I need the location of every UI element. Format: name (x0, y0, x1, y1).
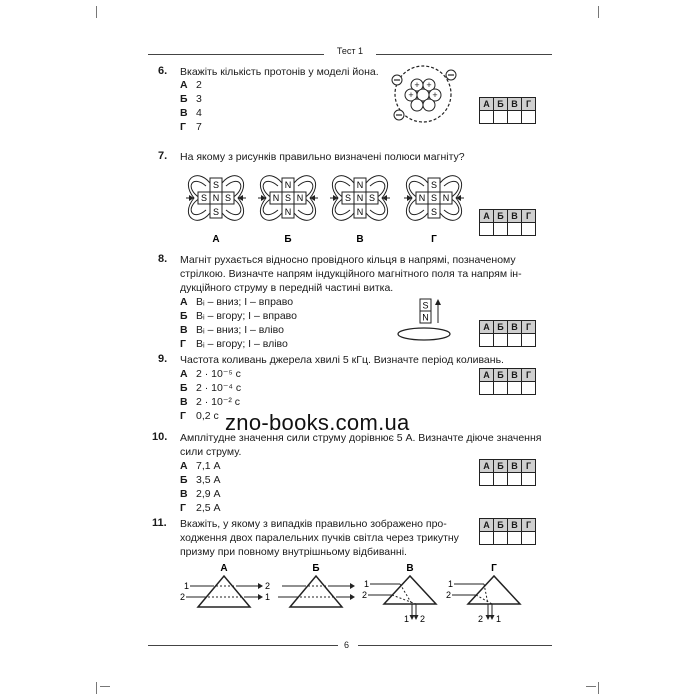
pole-label: N (212, 193, 220, 203)
q11-text-line1: Вкажіть, у якому з випадків правильно зображено про- (180, 518, 447, 530)
figure-label: А (220, 563, 228, 574)
crop-mark (598, 682, 599, 694)
q11-answer-grid: А Б В Г (479, 518, 536, 545)
ray-label: 2 (420, 614, 426, 624)
svg-text:+: + (432, 90, 438, 100)
figure-label: Б (312, 563, 320, 574)
q9-cell-b[interactable] (494, 382, 508, 395)
q6-option-b[interactable]: Б 3 (180, 93, 202, 105)
magnet-figure-c (330, 176, 390, 245)
q8-option-d[interactable]: Г Bᵢ – вгору; I – вліво (180, 338, 288, 350)
q10-number: 10. (152, 431, 168, 443)
q7-cell-d[interactable] (522, 223, 536, 236)
header-rule-left (148, 54, 324, 55)
q6-cell-b[interactable] (494, 111, 508, 124)
q8-answer-grid: А Б В Г (479, 320, 536, 347)
ray-label: 2 (446, 590, 452, 600)
ray-label: 1 (364, 579, 370, 589)
q7-cell-c[interactable] (508, 223, 522, 236)
pole-label: S (212, 180, 220, 190)
q10-option-d[interactable]: Г 2,5 А (180, 502, 221, 514)
q11-text-line2: ходження двох паралельних пучків світла через трикутну (180, 532, 459, 544)
prism-figure-a (180, 563, 270, 607)
svg-text:+: + (408, 90, 414, 100)
q10-text-line1: Амплітудне значення сили струму дорівнює 5 А. Визначте діюче значення (180, 432, 542, 444)
q7-cell-b[interactable] (494, 223, 508, 236)
crop-mark (586, 686, 596, 687)
q8-number: 8. (158, 253, 168, 265)
pole-label: S (284, 193, 292, 203)
footer-rule-left (148, 645, 338, 646)
watermark: zno-books.com.ua (225, 410, 410, 435)
pole-label: S (430, 193, 438, 203)
footer-rule-right (358, 645, 552, 646)
q6-option-c[interactable]: В 4 (180, 107, 202, 119)
q7-cell-a[interactable] (480, 223, 494, 236)
figure-label: В (356, 234, 364, 245)
prism-figure-d (446, 563, 520, 624)
crop-mark (598, 6, 599, 18)
ray-label: 1 (496, 614, 502, 624)
q10-answer-grid: А Б В Г (479, 459, 536, 486)
ray-label: 1 (265, 592, 271, 602)
pole-label: N (356, 193, 364, 203)
ray-label: 1 (184, 581, 190, 591)
q9-option-b[interactable]: Б 2 · 10⁻⁴ с (180, 382, 242, 394)
q10-option-b[interactable]: Б 3,5 А (180, 474, 221, 486)
pole-label: S (224, 193, 232, 203)
q8-text-line2: стрілкою. Визначте напрям індукційного магнітного поля та напрям ін- (180, 268, 522, 280)
q10-cell-d[interactable] (522, 473, 536, 486)
ray-label: 1 (404, 614, 410, 624)
q9-answer-grid: А Б В Г (479, 368, 536, 395)
figure-label: В (406, 563, 414, 574)
q6-number: 6. (158, 65, 168, 77)
q6-cell-d[interactable] (522, 111, 536, 124)
q7-text: На якому з рисунків правильно визначені полюси магніту? (180, 151, 465, 163)
ion-model-diagram (386, 63, 466, 125)
q9-number: 9. (158, 353, 168, 365)
svg-text:+: + (414, 80, 420, 90)
ray-label: 2 (362, 590, 368, 600)
prism-figures (176, 562, 526, 626)
magnet-figures (178, 164, 474, 246)
crop-mark (100, 686, 110, 687)
header-rule-right (376, 54, 552, 55)
q10-text-line2: сили струму. (180, 446, 242, 458)
magnet-figure-b (258, 176, 318, 245)
pole-label: S (430, 207, 438, 217)
crop-mark (96, 6, 97, 18)
ray-label: 1 (448, 579, 454, 589)
q8-cell-c[interactable] (508, 334, 522, 347)
q11-cell-c[interactable] (508, 532, 522, 545)
crop-mark (96, 682, 97, 694)
pole-label: S (368, 193, 376, 203)
q11-cell-b[interactable] (494, 532, 508, 545)
pole-label: N (284, 180, 292, 190)
q7-number: 7. (158, 150, 168, 162)
header-title: Тест 1 (336, 46, 364, 56)
q10-cell-b[interactable] (494, 473, 508, 486)
q11-cell-a[interactable] (480, 532, 494, 545)
figure-label: Г (491, 563, 497, 574)
pole-label: S (212, 207, 220, 217)
page-number: 6 (344, 640, 350, 650)
q6-text: Вкажіть кількість протонів у моделі йона. (180, 66, 379, 78)
q10-option-c[interactable]: В 2,9 А (180, 488, 221, 500)
q10-option-a[interactable]: А 7,1 А (180, 460, 221, 472)
q8-text-line3: дукційного струму в передній частині витка. (180, 282, 394, 294)
q9-cell-d[interactable] (522, 382, 536, 395)
q9-option-c[interactable]: В 2 · 10⁻² с (180, 396, 241, 408)
q11-text-line3: призму при повному внутрішньому відбиванні. (180, 546, 407, 558)
pole-label: S (200, 193, 208, 203)
q6-option-d[interactable]: Г 7 (180, 121, 202, 133)
q10-cell-a[interactable] (480, 473, 494, 486)
ray-label: 2 (478, 614, 484, 624)
pole-label: N (272, 193, 280, 203)
q7-answer-grid: А Б В Г (479, 209, 536, 236)
ray-label: 2 (265, 581, 271, 591)
q9-text: Частота коливань джерела хвилі 5 кГц. Визначте період коливань. (180, 354, 504, 366)
q9-option-a[interactable]: А 2 · 10⁻⁵ с (180, 368, 241, 380)
q8-cell-b[interactable] (494, 334, 508, 347)
q10-cell-c[interactable] (508, 473, 522, 486)
q9-cell-c[interactable] (508, 382, 522, 395)
magnet-ring-diagram (396, 296, 464, 346)
magnet-figure-d (404, 176, 464, 245)
q8-text-line1: Магніт рухається відносно провідного кільця в напрямі, позначеному (180, 254, 516, 266)
figure-label: Г (431, 234, 437, 245)
figure-label: А (212, 234, 220, 245)
q11-number: 11. (152, 517, 167, 529)
prism-figure-c (362, 563, 436, 624)
q8-cell-d[interactable] (522, 334, 536, 347)
q8-option-c[interactable]: В Bᵢ – вниз; I – вліво (180, 324, 284, 336)
q9-cell-a[interactable] (480, 382, 494, 395)
q8-option-a[interactable]: А Bᵢ – вниз; I – вправо (180, 296, 294, 308)
pole-label: S (430, 180, 438, 190)
q8-option-b[interactable]: Б Bᵢ – вгору; I – вправо (180, 310, 297, 322)
magnet-pole-top: S (422, 300, 429, 311)
prism-figure-b (278, 563, 355, 607)
pole-label: N (296, 193, 304, 203)
svg-text:+: + (426, 80, 432, 90)
figure-label: Б (284, 234, 292, 245)
pole-label: N (356, 180, 364, 190)
q6-answer-grid: А Б В Г (479, 97, 536, 124)
magnet-pole-bottom: N (422, 312, 429, 323)
ray-label: 2 (180, 592, 186, 602)
pole-label: N (418, 193, 426, 203)
pole-label: N (356, 207, 364, 217)
q9-option-d[interactable]: Г 0,2 с (180, 410, 219, 422)
pole-label: S (344, 193, 352, 203)
q8-cell-a[interactable] (480, 334, 494, 347)
q6-cell-c[interactable] (508, 111, 522, 124)
q6-cell-a[interactable] (480, 111, 494, 124)
conducting-ring (398, 328, 450, 340)
q6-option-a[interactable]: А 2 (180, 79, 202, 91)
magnet-figure-a (186, 176, 246, 245)
pole-label: N (442, 193, 450, 203)
pole-label: N (284, 207, 292, 217)
q11-cell-d[interactable] (522, 532, 536, 545)
